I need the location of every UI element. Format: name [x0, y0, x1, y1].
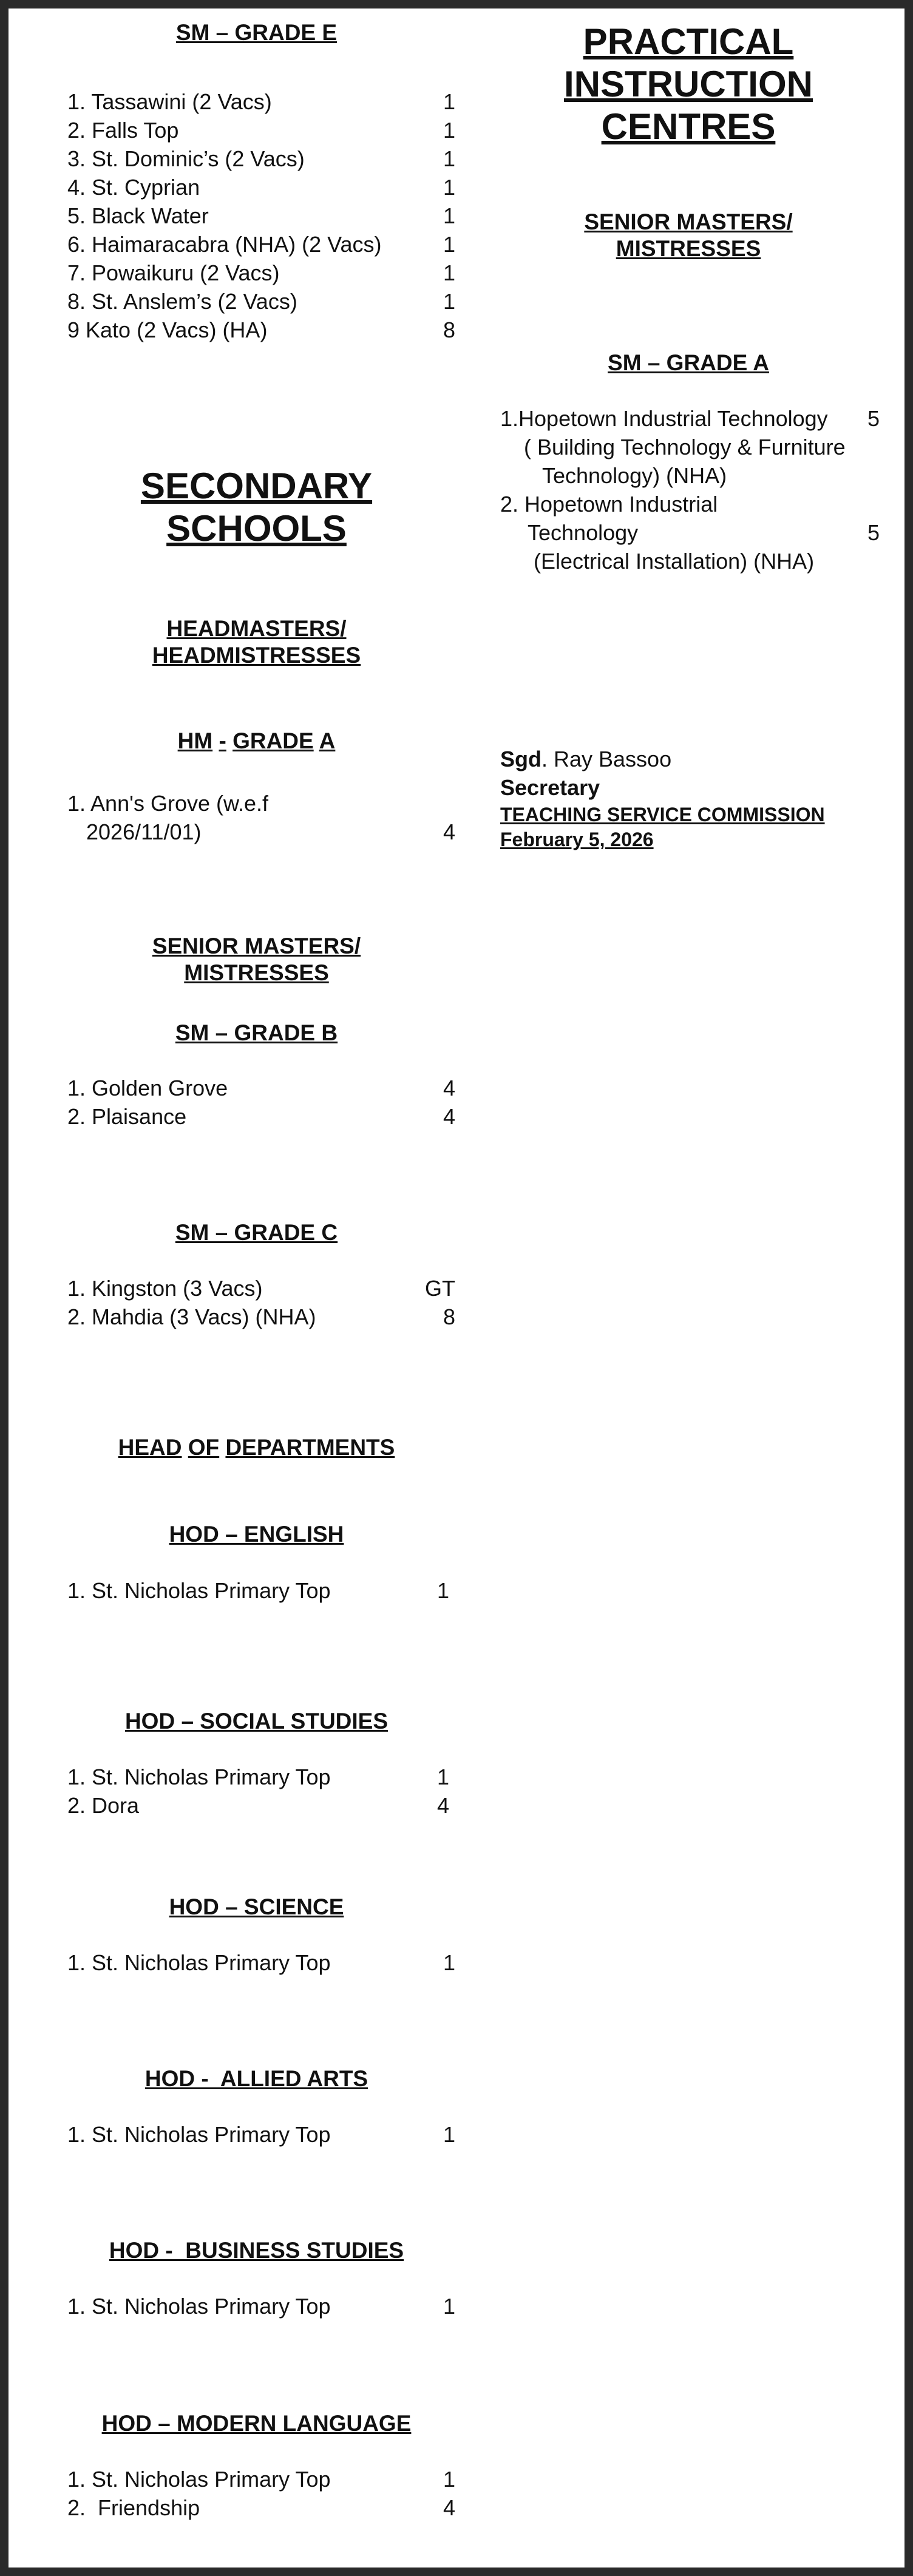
- list-item: [67, 87, 455, 116]
- item-label: 2. Dora: [67, 1793, 140, 1818]
- senior-masters-heading: SENIOR MASTERS/ MISTRESSES: [152, 934, 361, 986]
- sm-grade-b-heading: SM – GRADE B: [175, 1020, 338, 1045]
- item-label: 1. St. Nicholas Primary Top: [67, 1578, 331, 1603]
- headmasters-heading: HEADMASTERS/ HEADMISTRESSES: [152, 616, 361, 668]
- sgd-label: Sgd: [500, 747, 541, 771]
- signature-block: [500, 745, 880, 853]
- item-label: 9 Kato (2 Vacs) (HA): [67, 317, 268, 342]
- item-count: 1: [443, 2467, 455, 2492]
- pic-item-1: 1.Hopetown Industrial Technology ( Building Technology & Furniture Technology) (NHA) 5: [500, 406, 880, 488]
- list-item: [67, 1303, 455, 1331]
- pic-senior-masters-heading: SENIOR MASTERS/ MISTRESSES: [584, 209, 793, 262]
- list-item: [67, 1102, 455, 1131]
- item-label: 1. St. Nicholas Primary Top: [67, 1764, 331, 1789]
- list-item: [67, 173, 455, 202]
- hm-grade-a-heading: HM - GRADE A: [177, 728, 336, 753]
- item-count: 1: [443, 2294, 455, 2319]
- item-count: GT: [425, 1276, 455, 1301]
- list-item: [67, 1948, 455, 1977]
- head-of-departments-heading: HEAD OF DEPARTMENTS: [118, 1435, 395, 1460]
- list-item: [67, 2120, 455, 2149]
- item-count: 8: [443, 1304, 455, 1329]
- list-item: [67, 316, 455, 344]
- hod-business-studies-heading: HOD - BUSINESS STUDIES: [109, 2238, 404, 2263]
- item-count: 1: [443, 146, 455, 171]
- item-count: 1: [443, 260, 455, 285]
- list-item: [67, 2465, 455, 2493]
- sm-grade-c-heading: SM – GRADE C: [175, 1220, 338, 1245]
- list-item: [67, 287, 455, 316]
- item-label: 6. Haimaracabra (NHA) (2 Vacs): [67, 232, 382, 257]
- list-item: [67, 2493, 455, 2522]
- item-count: 1: [436, 1578, 449, 1603]
- item-label: 2. Plaisance: [67, 1104, 187, 1129]
- item-label: 8. St. Anslem’s (2 Vacs): [67, 289, 297, 314]
- item-label: 5. Black Water: [67, 203, 209, 228]
- list-item: [67, 2292, 455, 2320]
- item-count: 4: [443, 1104, 455, 1129]
- item-count: 1: [443, 118, 455, 143]
- item-count: 4: [436, 1793, 449, 1818]
- item-count: 1: [436, 1764, 449, 1789]
- list-item: [67, 230, 455, 259]
- practical-instruction-title: PRACTICAL INSTRUCTION CENTRES: [564, 21, 813, 147]
- item-label: 3. St. Dominic’s (2 Vacs): [67, 146, 305, 171]
- item-label: 1. Kingston (3 Vacs): [67, 1276, 263, 1301]
- item-label: 1. Tassawini (2 Vacs): [67, 89, 272, 114]
- item-count: 4: [443, 2495, 455, 2520]
- list-item: [67, 1274, 455, 1303]
- list-item: [67, 144, 455, 173]
- notice-date: February 5, 2026: [500, 829, 654, 851]
- list-item: [67, 1791, 449, 1820]
- sm-grade-e-heading: SM – GRADE E: [175, 20, 338, 45]
- commission-name: TEACHING SERVICE COMMISSION: [500, 803, 825, 825]
- list-item: [67, 116, 455, 144]
- pic-item-2: 2. Hopetown Industrial Technology (Electrical Installation) (NHA) 5: [500, 492, 880, 574]
- item-count: 1: [443, 175, 455, 200]
- item-label: 2. Falls Top: [67, 118, 179, 143]
- hm-item: 1. Ann's Grove (w.e.f 2026/11/01) 4: [67, 791, 455, 844]
- item-label: 1. St. Nicholas Primary Top: [67, 2122, 331, 2147]
- item-count: 1: [443, 289, 455, 314]
- signatory-title: Secretary: [500, 774, 600, 800]
- hod-english-heading: HOD – ENGLISH: [169, 1522, 344, 1547]
- item-label: 1. Golden Grove: [67, 1076, 228, 1100]
- signatory-name: . Ray Bassoo: [541, 747, 672, 771]
- hod-science-heading: HOD – SCIENCE: [169, 1894, 344, 1919]
- item-label: 1. St. Nicholas Primary Top: [67, 2294, 331, 2319]
- item-count: 1: [443, 203, 455, 228]
- item-label: 1. St. Nicholas Primary Top: [67, 1950, 331, 1975]
- item-label: 7. Powaikuru (2 Vacs): [67, 260, 280, 285]
- item-count: 1: [443, 1950, 455, 1975]
- item-count: 1: [443, 2122, 455, 2147]
- pic-sm-grade-a-heading: SM – GRADE A: [608, 350, 769, 375]
- list-item: [67, 259, 455, 287]
- item-count: 1: [443, 232, 455, 257]
- list-item: [67, 1576, 449, 1605]
- hod-social-studies-heading: HOD – SOCIAL STUDIES: [124, 1709, 389, 1734]
- hod-modern-language-heading: HOD – MODERN LANGUAGE: [101, 2411, 412, 2436]
- item-label: 4. St. Cyprian: [67, 175, 200, 200]
- secondary-schools-title: SECONDARY SCHOOLS: [140, 466, 373, 549]
- notice-sheet: [8, 8, 905, 2568]
- hod-allied-arts-heading: HOD - ALLIED ARTS: [144, 2066, 368, 2091]
- list-item: [67, 1763, 449, 1791]
- item-label: 2. Mahdia (3 Vacs) (NHA): [67, 1304, 316, 1329]
- item-label: 1. St. Nicholas Primary Top: [67, 2467, 331, 2492]
- item-count: 8: [443, 317, 455, 342]
- item-label: 2. Friendship: [67, 2495, 200, 2520]
- list-item: [67, 1074, 455, 1102]
- list-item: [67, 202, 455, 230]
- item-count: 1: [443, 89, 455, 114]
- item-count: 4: [443, 1076, 455, 1100]
